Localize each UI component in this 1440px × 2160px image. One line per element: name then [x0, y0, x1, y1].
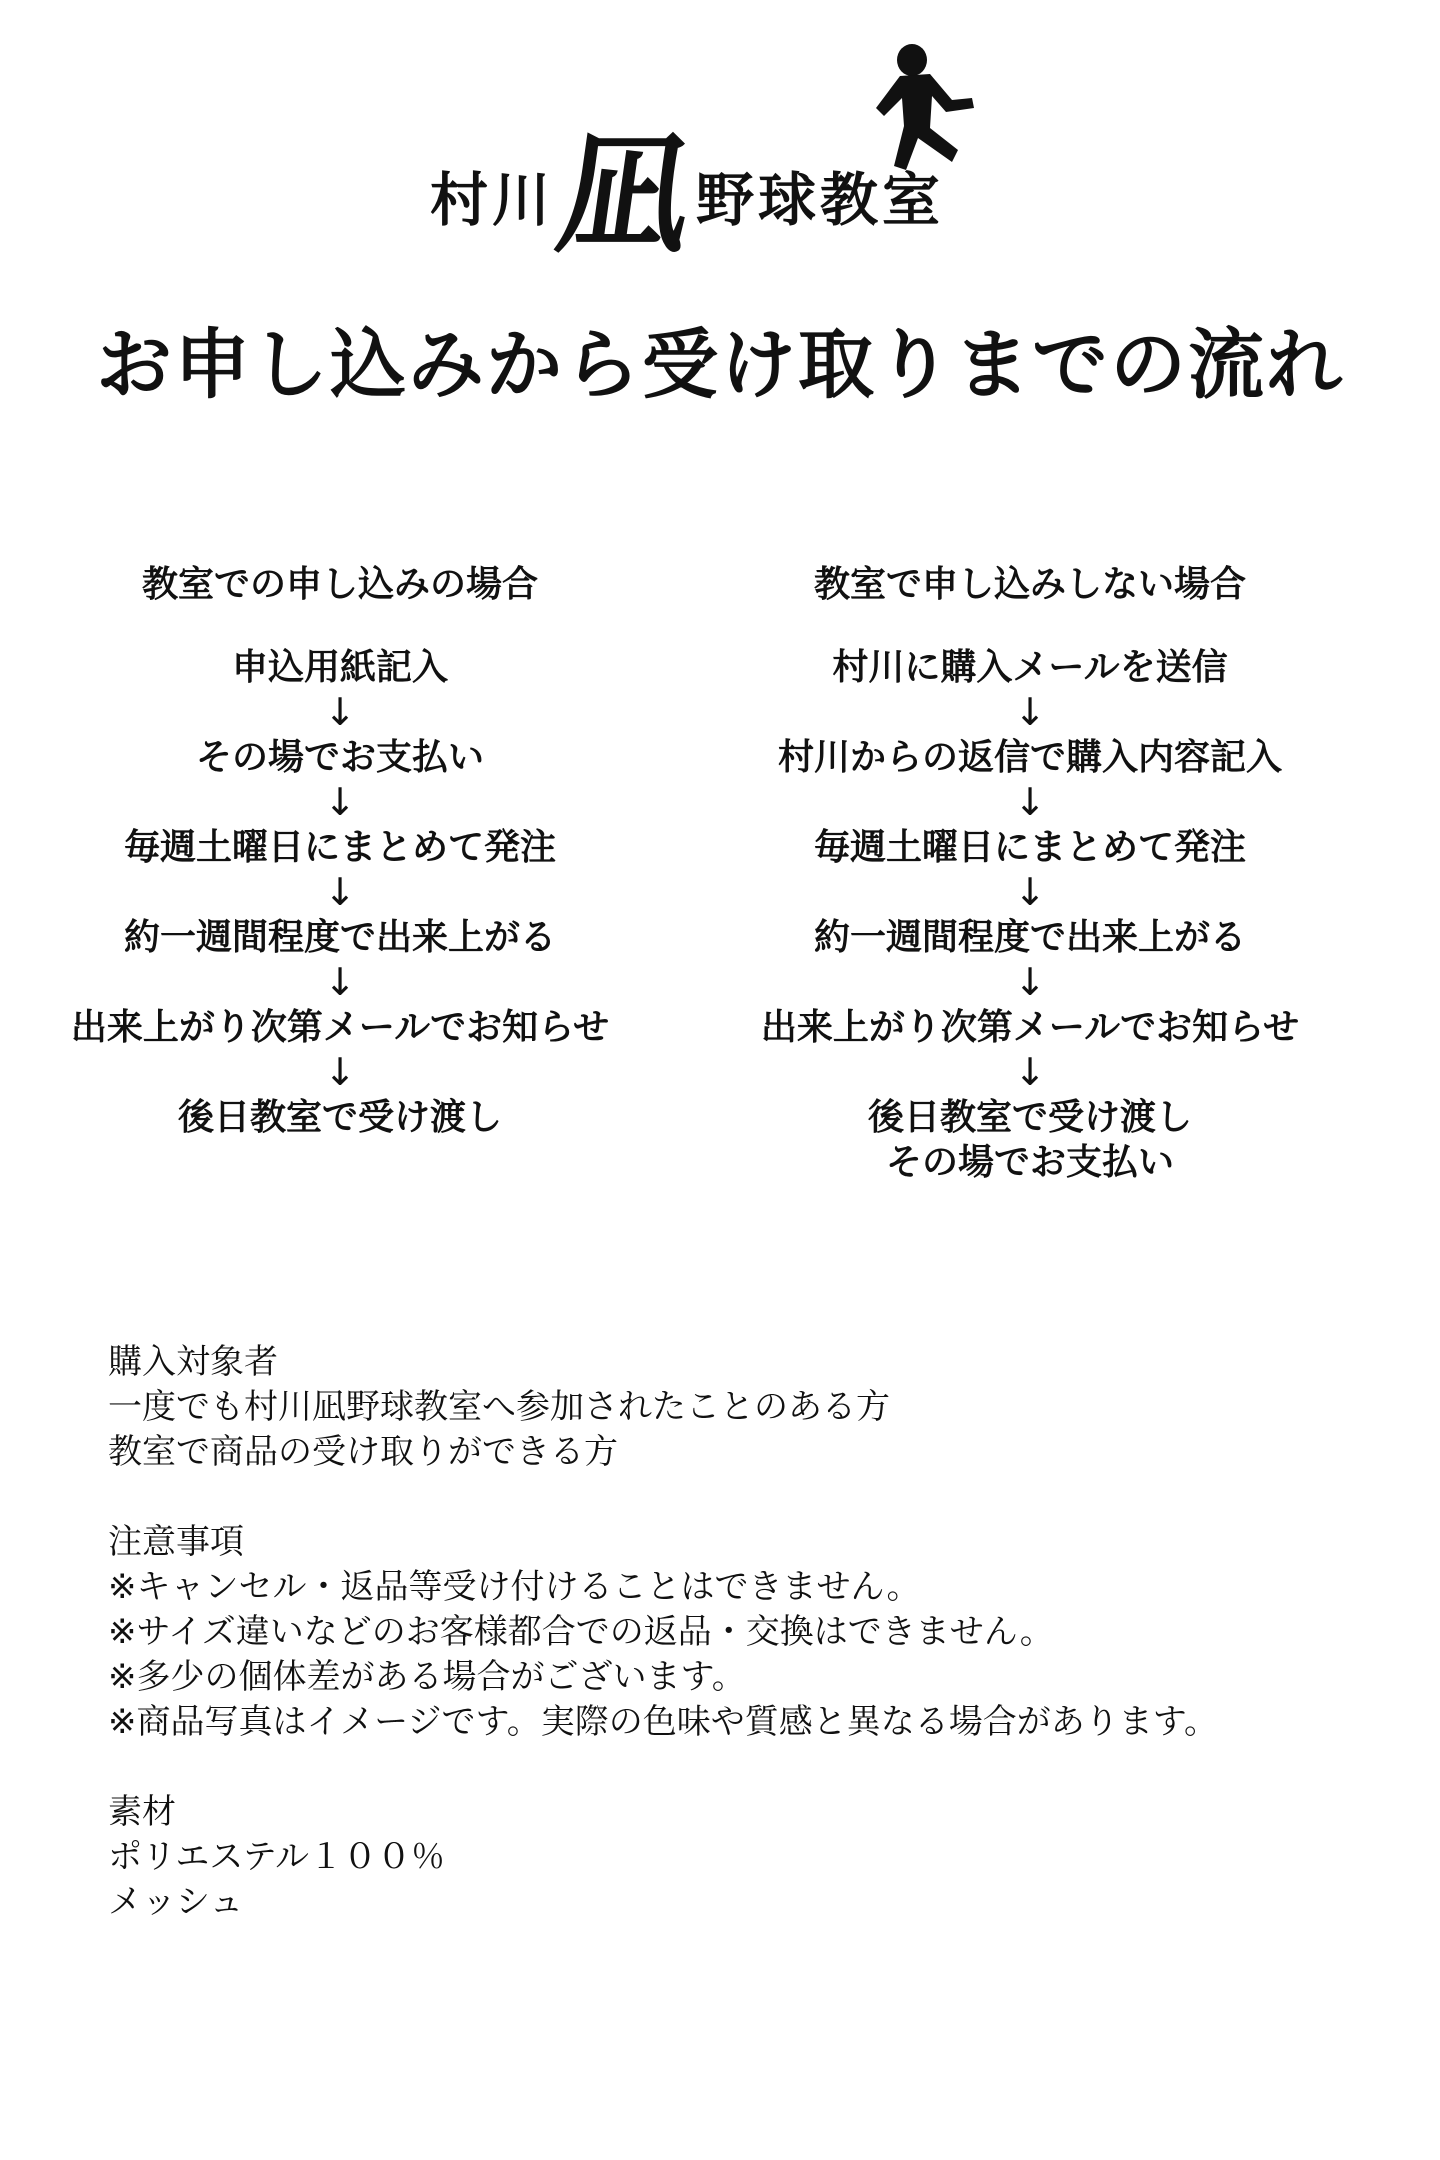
material-line: メッシュ — [108, 1882, 244, 1922]
notes-line: ※商品写真はイメージです。実際の色味や質感と異なる場合があります。 — [108, 1702, 1219, 1742]
flow-step: 後日教室で受け渡し — [867, 1097, 1192, 1138]
notes-line: ※多少の個体差がある場合がございます。 — [108, 1657, 746, 1697]
flow-step: 約一週間程度で出来上がる — [123, 917, 556, 958]
down-arrow-icon: ↓ — [324, 870, 356, 914]
target-section — [108, 1340, 1358, 1475]
flow-step: 村川に購入メールを送信 — [832, 647, 1228, 688]
flow-column-non-classroom — [690, 555, 1370, 1185]
flow-column-classroom — [0, 555, 680, 1140]
flow-step: 村川からの返信で購入内容記入 — [777, 737, 1282, 778]
down-arrow-icon: ↓ — [1014, 870, 1046, 914]
material-heading: 素材 — [108, 1792, 176, 1832]
flow-step: 申込用紙記入 — [231, 647, 448, 688]
down-arrow-icon: ↓ — [1014, 1050, 1046, 1094]
flow-step: 出来上がり次第メールでお知らせ — [70, 1007, 610, 1048]
notes-line: ※キャンセル・返品等受け付けることはできません。 — [108, 1567, 921, 1607]
down-arrow-icon: ↓ — [324, 780, 356, 824]
flow-step: 後日教室で受け渡し — [177, 1097, 502, 1138]
logo-wordmark — [430, 118, 945, 271]
material-line: ポリエステル１００％ — [108, 1837, 445, 1877]
notes-heading: 注意事項 — [108, 1522, 244, 1562]
target-line: 教室で商品の受け取りができる方 — [108, 1432, 618, 1472]
material-section — [108, 1790, 1358, 1925]
flow-step: 毎週土曜日にまとめて発注 — [813, 827, 1246, 868]
flow-step: 約一週間程度で出来上がる — [813, 917, 1246, 958]
down-arrow-icon: ↓ — [324, 690, 356, 734]
down-arrow-icon: ↓ — [324, 1050, 356, 1094]
down-arrow-icon: ↓ — [1014, 780, 1046, 824]
logo-text-left: 村川 — [430, 166, 555, 234]
flow-heading: 教室で申し込みしない場合 — [813, 564, 1246, 605]
flow-step: 出来上がり次第メールでお知らせ — [760, 1007, 1300, 1048]
logo-text-big: 凪 — [549, 118, 701, 271]
page-title: お申し込みから受け取りまでの流れ — [96, 320, 1344, 409]
logo — [430, 40, 1010, 271]
down-arrow-icon: ↓ — [1014, 960, 1046, 1004]
logo-text-right: 野球教室 — [696, 166, 945, 234]
info-section — [108, 1340, 1358, 1970]
notes-section — [108, 1520, 1358, 1745]
notes-line: ※サイズ違いなどのお客様都合での返品・交換はできません。 — [108, 1612, 1054, 1652]
flow-step: 毎週土曜日にまとめて発注 — [123, 827, 556, 868]
down-arrow-icon: ↓ — [1014, 690, 1046, 734]
flow-step-extra: その場でお支払い — [885, 1142, 1174, 1183]
target-line: 一度でも村川凪野球教室へ参加されたことのある方 — [108, 1387, 890, 1427]
down-arrow-icon: ↓ — [324, 960, 356, 1004]
target-heading: 購入対象者 — [108, 1342, 278, 1382]
flow-step: その場でお支払い — [195, 737, 484, 778]
flow-heading: 教室での申し込みの場合 — [141, 564, 538, 605]
